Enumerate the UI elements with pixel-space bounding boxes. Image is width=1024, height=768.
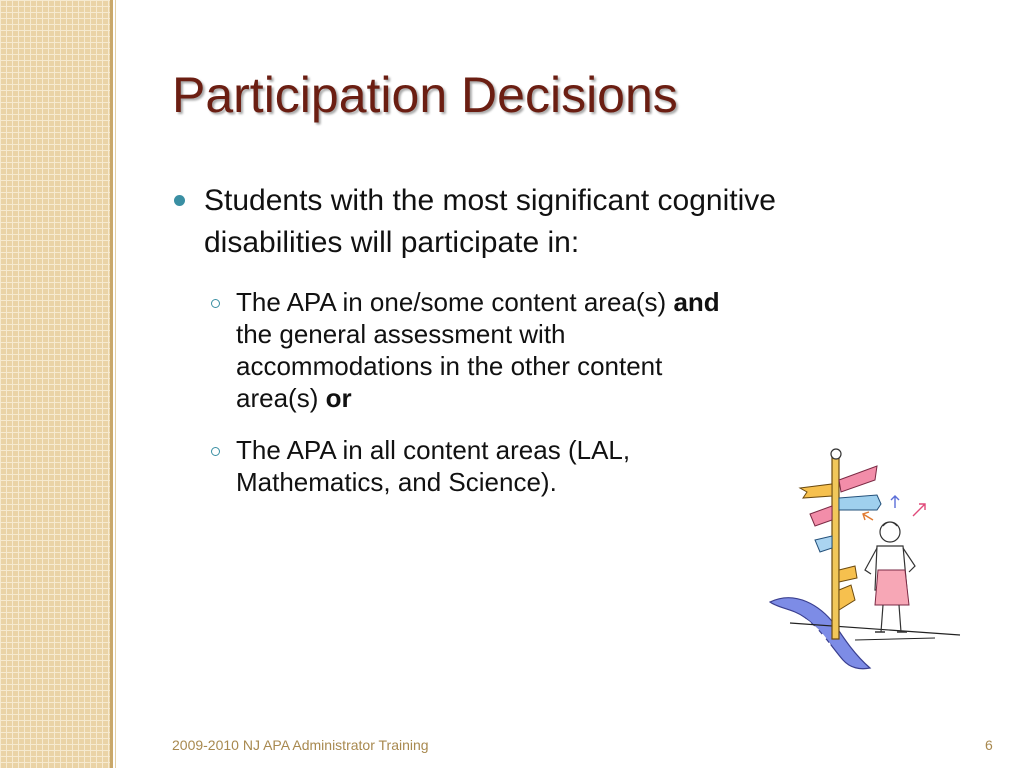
bullet-dot-icon — [174, 195, 185, 206]
sub-bullet-1-text-a: The APA in one/some content area(s) — [236, 287, 674, 317]
sub-bullet-1-bold-or: or — [325, 383, 352, 413]
bullet-ring-icon — [211, 447, 220, 456]
side-divider-line-thin — [115, 0, 116, 768]
side-divider-line — [110, 0, 113, 768]
slide-title: Participation Decisions — [172, 67, 678, 123]
slide-body — [170, 180, 780, 518]
sub-bullet-2 — [170, 434, 726, 498]
main-bullet — [170, 180, 780, 264]
decorative-side-strip — [0, 0, 110, 768]
sub-bullet-1 — [170, 286, 726, 414]
footer-text: 2009-2010 NJ APA Administrator Training — [172, 737, 429, 753]
sub-bullet-1-bold-and: and — [673, 287, 720, 317]
signpost-person-icon — [765, 440, 965, 675]
bullet-ring-icon — [211, 299, 220, 308]
sub-bullet-2-text: The APA in all content areas (LAL, Mathematics, and Science). — [236, 435, 631, 497]
page-number: 6 — [985, 737, 993, 753]
sub-bullet-1-text-b: the general assessment with accommodations in the other content area(s) — [236, 319, 663, 413]
main-bullet-text: Students with the most significant cognitive disabilities will participate in: — [204, 184, 776, 259]
